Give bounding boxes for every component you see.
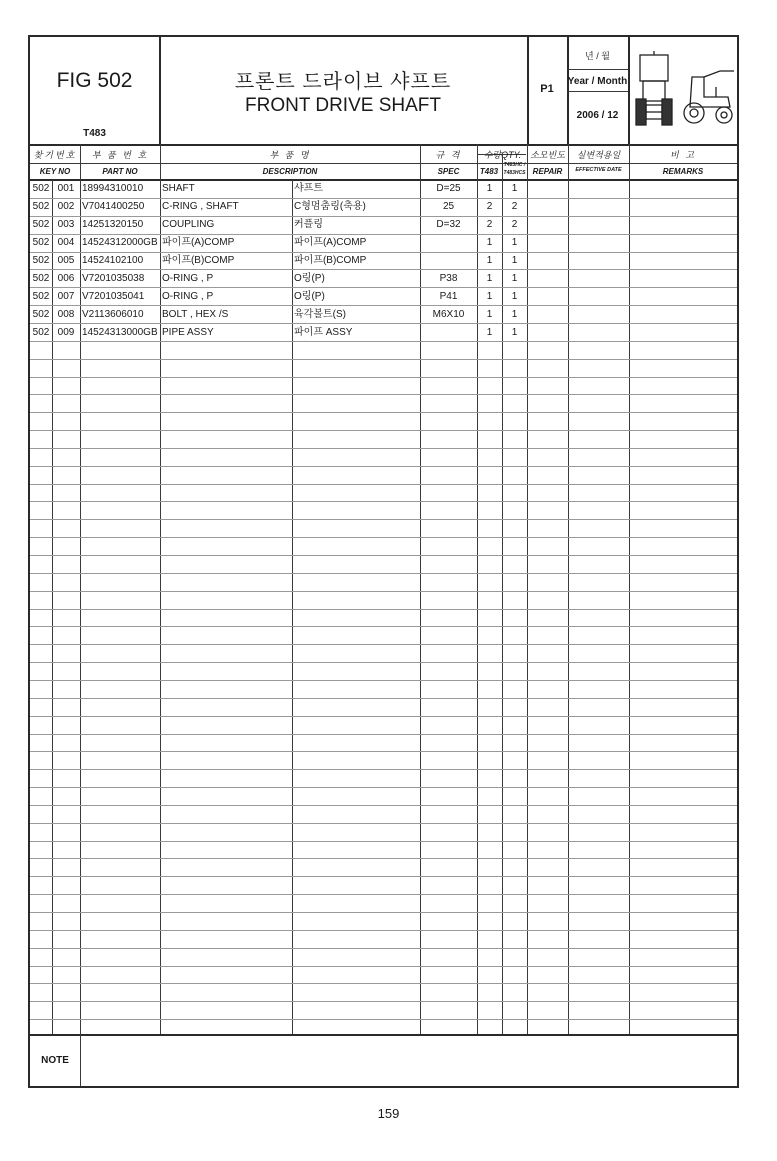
qty-hc-cell: 2 (511, 201, 518, 212)
fig-cell: 502 (32, 201, 50, 212)
column-header-desc-kr: 부 품 명 (269, 150, 311, 160)
description-en-cell: 파이프(B)COMP (162, 255, 235, 266)
row-rule (30, 1019, 737, 1020)
column-header-repair: REPAIR (532, 167, 563, 176)
row-rule (30, 466, 737, 467)
column-header-part: PART NO (102, 167, 138, 176)
row-rule (30, 716, 737, 717)
fig-cell: 502 (32, 327, 50, 338)
description-en-cell: COUPLING (162, 219, 215, 230)
spec-cell: D=25 (436, 183, 461, 194)
parts-table-body (30, 180, 737, 350)
spec-cell: D=32 (436, 219, 461, 230)
part-no-cell: 18994310010 (82, 183, 144, 194)
row-rule (30, 537, 737, 538)
table-row (30, 234, 737, 252)
title-korean: 프론트 드라이브 샤프트 (234, 71, 452, 93)
row-rule (30, 626, 737, 627)
title-english: FRONT DRIVE SHAFT (245, 95, 441, 116)
row-rule (30, 734, 737, 735)
qty-t483-cell: 1 (486, 309, 493, 320)
qty-hc-cell: 2 (511, 219, 518, 230)
part-no-cell: 14524102100 (82, 255, 144, 266)
table-row (30, 288, 737, 306)
spec-cell: P41 (439, 291, 458, 302)
page-number: 159 (377, 1106, 400, 1121)
row-rule (30, 591, 737, 592)
key-no-cell: 001 (57, 183, 75, 194)
qty-t483-cell: 1 (486, 237, 493, 248)
row-rule (30, 948, 737, 949)
qty-hc-cell: 1 (511, 309, 518, 320)
table-row (30, 216, 737, 234)
qty-t483-cell: 2 (486, 219, 493, 230)
column-header-qty-hcs: T483HCS (503, 170, 526, 176)
qty-hc-cell: 1 (511, 237, 518, 248)
qty-hc-cell: 1 (511, 255, 518, 266)
description-kr-cell: 파이프 ASSY (294, 327, 353, 338)
part-no-cell: V7201035041 (82, 291, 145, 302)
row-rule (30, 430, 737, 431)
parts-sheet (28, 35, 739, 1088)
part-no-cell: 14251320150 (82, 219, 144, 230)
fig-cell: 502 (32, 273, 50, 284)
description-kr-cell: O링(P) (294, 291, 325, 302)
row-rule (30, 876, 737, 877)
column-header-effective-kr: 실변적용일 (576, 150, 621, 160)
table-row (30, 198, 737, 216)
fig-cell: 502 (32, 309, 50, 320)
year-month-english: Year / Month (567, 76, 628, 87)
row-rule (30, 555, 737, 556)
column-header-qty: 수량QTY. (483, 150, 522, 160)
fig-cell: 502 (32, 219, 50, 230)
part-no-cell: V2113606010 (82, 309, 144, 320)
note-divider (80, 1034, 81, 1086)
column-header-key: KEY NO (39, 167, 71, 176)
qty-t483-cell: 1 (486, 273, 493, 284)
qty-hc-cell: 1 (511, 327, 518, 338)
row-rule (30, 519, 737, 520)
note-label: NOTE (41, 1055, 69, 1066)
row-rule (30, 377, 737, 378)
column-header-remarks: REMARKS (662, 167, 704, 176)
key-no-cell: 004 (57, 237, 75, 248)
column-header-spec-kr: 규 격 (435, 150, 462, 160)
key-no-cell: 005 (57, 255, 75, 266)
description-en-cell: O-RING , P (162, 291, 214, 302)
description-kr-cell: O링(P) (294, 273, 325, 284)
fig-cell: 502 (32, 237, 50, 248)
row-rule (30, 751, 737, 752)
row-rule (30, 966, 737, 967)
part-no-cell: 14524313000GB (82, 327, 158, 338)
qty-hc-cell: 1 (511, 183, 518, 194)
row-rule (30, 787, 737, 788)
description-kr-cell: 샤프트 (294, 183, 323, 194)
qty-hc-cell: 1 (511, 273, 518, 284)
row-rule (30, 359, 737, 360)
column-header-part-kr: 부 품 번 호 (91, 150, 149, 160)
year-month-korean: 년 / 월 (585, 51, 610, 61)
fig-cell: 502 (32, 255, 50, 266)
description-en-cell: O-RING , P (162, 273, 214, 284)
part-no-cell: V7201035038 (82, 273, 145, 284)
row-rule (30, 412, 737, 413)
row-rule (30, 644, 737, 645)
column-header-effective: EFFECTIVE DATE (575, 167, 622, 173)
key-no-cell: 002 (57, 201, 75, 212)
row-rule (30, 805, 737, 806)
page-code: P1 (540, 83, 554, 95)
description-en-cell: 파이프(A)COMP (162, 237, 235, 248)
column-header-remarks-kr: 비 고 (670, 150, 696, 160)
table-row (30, 324, 737, 342)
column-header-qty-hc: T483HC / (503, 162, 526, 168)
row-rule (30, 769, 737, 770)
column-header-desc: DESCRIPTION (262, 167, 318, 176)
fig-cell: 502 (32, 291, 50, 302)
model-label: T483 (83, 128, 106, 139)
row-rule (30, 930, 737, 931)
spec-cell: 25 (442, 201, 455, 212)
part-no-cell: V7041400250 (82, 201, 145, 212)
note-top-border (30, 1034, 737, 1036)
fig-cell: 502 (32, 183, 50, 194)
qty-t483-cell: 1 (486, 327, 493, 338)
description-kr-cell: 커플링 (294, 219, 323, 230)
row-rule (30, 983, 737, 984)
column-header-key-kr: 찾기번호 (33, 150, 77, 160)
description-en-cell: BOLT , HEX /S (162, 309, 229, 320)
row-rule (30, 858, 737, 859)
description-kr-cell: 파이프(B)COMP (294, 255, 367, 266)
table-row (30, 306, 737, 324)
row-rule (30, 448, 737, 449)
row-rule (30, 912, 737, 913)
row-rule (30, 841, 737, 842)
qty-t483-cell: 1 (486, 291, 493, 302)
revision-date: 2006 / 12 (576, 110, 619, 121)
fig-number: FIG 502 (56, 69, 133, 92)
table-row (30, 270, 737, 288)
key-no-cell: 003 (57, 219, 75, 230)
key-no-cell: 008 (57, 309, 75, 320)
description-en-cell: C-RING , SHAFT (162, 201, 239, 212)
row-rule (30, 698, 737, 699)
description-kr-cell: 육각볼트(S) (294, 309, 346, 320)
column-header-spec: SPEC (437, 167, 460, 176)
description-en-cell: SHAFT (162, 183, 195, 194)
row-rule (30, 484, 737, 485)
description-kr-cell: C형멈춤링(축용) (294, 201, 366, 212)
row-rule (30, 680, 737, 681)
key-no-cell: 007 (57, 291, 75, 302)
row-rule (30, 573, 737, 574)
description-kr-cell: 파이프(A)COMP (294, 237, 367, 248)
spec-cell: M6X10 (432, 309, 465, 320)
qty-t483-cell: 1 (486, 255, 493, 266)
row-rule (30, 501, 737, 502)
qty-hc-cell: 1 (511, 291, 518, 302)
column-header-qty-t483: T483 (479, 167, 499, 176)
table-row (30, 180, 737, 198)
row-rule (30, 1001, 737, 1002)
column-header-repair-kr: 소모빈도 (530, 150, 565, 160)
row-rule (30, 662, 737, 663)
row-rule (30, 394, 737, 395)
spec-cell: P38 (439, 273, 458, 284)
row-rule (30, 609, 737, 610)
qty-t483-cell: 1 (486, 183, 493, 194)
description-en-cell: PIPE ASSY (162, 327, 214, 338)
table-row (30, 252, 737, 270)
part-no-cell: 14524312000GB (82, 237, 158, 248)
key-no-cell: 006 (57, 273, 75, 284)
qty-t483-cell: 2 (486, 201, 493, 212)
row-rule (30, 894, 737, 895)
key-no-cell: 009 (57, 327, 75, 338)
row-rule (30, 823, 737, 824)
